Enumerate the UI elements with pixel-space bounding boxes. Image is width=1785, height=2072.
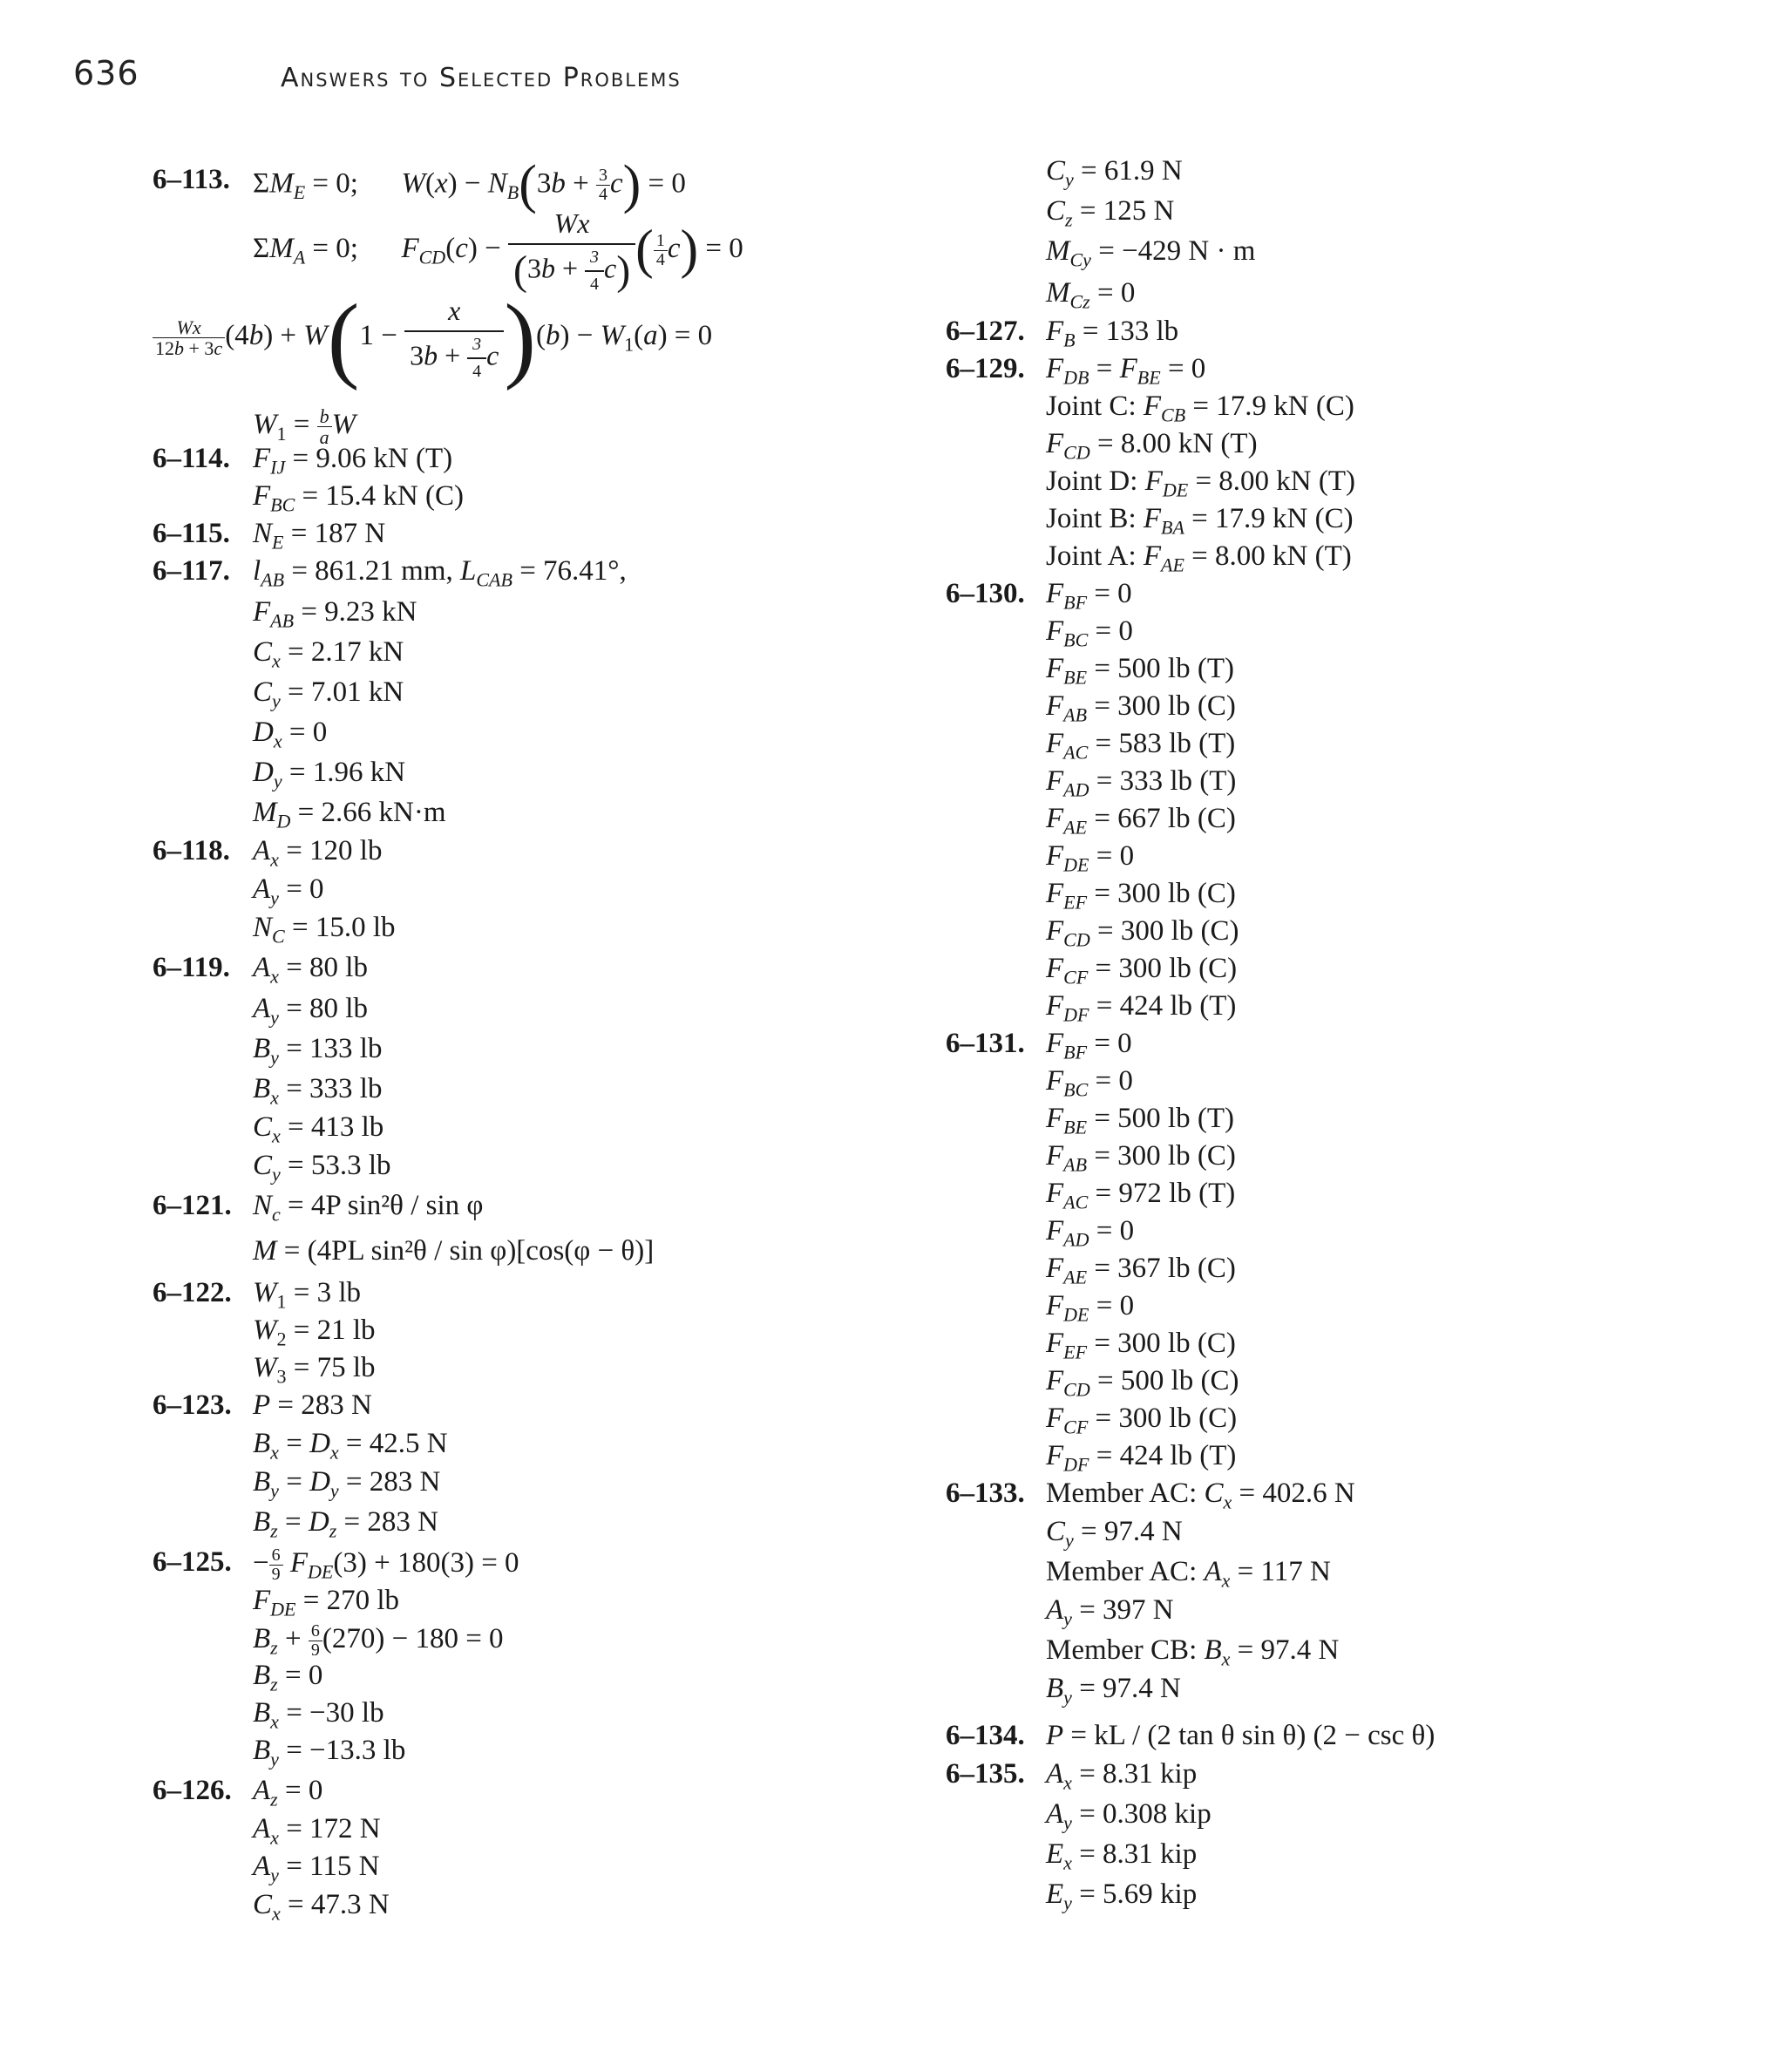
answer-line-6-133-5: Member CB: $B_x = 97.4$ N xyxy=(1046,1634,1340,1670)
answer-line-6-130-11: $F_{CF} = 300$ lb (C) xyxy=(1046,953,1238,988)
answer-line-6-131-3: $F_{BE} = 500$ lb (T) xyxy=(1046,1103,1234,1138)
answer-line-6-119-6: $C_y = 53.3$ lb xyxy=(253,1150,391,1185)
answer-line-6-118-2: $A_y = 0$ xyxy=(253,873,324,909)
answer-line-6-131-11: $F_{CF} = 300$ lb (C) xyxy=(1046,1403,1238,1438)
answer-line-6-131-2: $F_{BC} = 0$ xyxy=(1046,1065,1133,1101)
answer-line-6-131-12: $F_{DF} = 424$ lb (T) xyxy=(1046,1440,1237,1476)
answer-line-6-123-2: $B_x = D_x = 42.5$ N xyxy=(253,1428,448,1464)
answer-line-6-130-12: $F_{DF} = 424$ lb (T) xyxy=(1046,990,1237,1026)
answer-line-6-123-4: $B_z = D_z = 283$ N xyxy=(253,1506,438,1542)
answer-line-6-135-1: $A_x = 8.31$ kip xyxy=(1046,1758,1198,1794)
answer-line-6-135-3: $E_x = 8.31$ kip xyxy=(1046,1838,1198,1874)
answer-line-6-133-2: $C_y = 97.4$ N xyxy=(1046,1516,1183,1552)
answer-line-6-126-4: $C_x = 47.3$ N xyxy=(253,1889,390,1925)
answer-line-6-130-3: $F_{BE} = 500$ lb (T) xyxy=(1046,653,1234,689)
answer-line-6-131-1: $F_{BF} = 0$ xyxy=(1046,1028,1132,1063)
answer-line-6-133-1: Member AC: $C_x = 402.6$ N xyxy=(1046,1478,1355,1513)
problem-number-6-129: 6–129. xyxy=(946,353,1025,384)
answer-line-6-135-4: $E_y = 5.69$ kip xyxy=(1046,1878,1198,1914)
answer-line-6-131-10: $F_{CD} = 500$ lb (C) xyxy=(1046,1365,1239,1401)
problem-number-6-113: 6–113. xyxy=(153,164,230,195)
answer-line-6-117-6: $D_y = 1.96$ kN xyxy=(253,757,406,792)
answer-line-6-117-5: $D_x = 0$ xyxy=(253,717,328,752)
answer-line-6-131-7: $F_{AE} = 367$ lb (C) xyxy=(1046,1253,1236,1288)
answer-line-6-126-3: $A_y = 115$ N xyxy=(253,1851,380,1886)
answer-line-6-130-8: $F_{DE} = 0$ xyxy=(1046,840,1135,876)
answer-line-6-134-1: P = kL / (2 tan θ sin θ) (2 − csc θ) xyxy=(1046,1720,1435,1751)
answer-line-6-126-2: $A_x = 172$ N xyxy=(253,1813,381,1849)
answer-line-6-131-4: $F_{AB} = 300$ lb (C) xyxy=(1046,1140,1236,1176)
answer-line-6-130-9: $F_{EF} = 300$ lb (C) xyxy=(1046,878,1236,914)
answer-line-6-118-1: $A_x = 120$ lb xyxy=(253,835,383,871)
answer-line-6-122-3: $W_3 = 75$ lb xyxy=(253,1352,376,1388)
answer-line-6-117-1: $l_{AB} = 861.21$ mm, $L_{CAB} = 76.41^\circ$, xyxy=(253,555,627,591)
answer-line-6-117-4: $C_y = 7.01$ kN xyxy=(253,676,404,712)
answer-line-6-119-1: $A_x = 80$ lb xyxy=(253,952,368,988)
answer-line-6-129-1: $F_{DB} = F_{BE} = 0$ xyxy=(1046,353,1206,389)
answer-line-6-122-1: $W_1 = 3$ lb xyxy=(253,1277,362,1313)
answer-line-6-126-cont-3: $M_{Cy} = -429$ N · m xyxy=(1046,235,1256,271)
answer-line-6-125-3: $B_z$ + $\frac{6}{9}$ (270) − 180 = 0 xyxy=(253,1621,504,1660)
answer-line-6-130-1: $F_{BF} = 0$ xyxy=(1046,578,1132,614)
answer-line-6-130-4: $F_{AB} = 300$ lb (C) xyxy=(1046,690,1236,726)
answer-line-6-125-6: $B_y = -13.3$ lb xyxy=(253,1735,406,1770)
answer-line-6-129-6: Joint A: $F_{AE} = 8.00$ kN (T) xyxy=(1046,540,1352,576)
answer-line-6-117-2: $F_{AB} = 9.23$ kN xyxy=(253,596,417,632)
answer-line-6-127-1: $F_B = 133$ lb xyxy=(1046,316,1179,351)
answer-line-6-126-cont-2: $C_z = 125$ N xyxy=(1046,195,1175,231)
answer-line-6-117-3: $C_x = 2.17$ kN xyxy=(253,636,404,672)
problem-number-6-117: 6–117. xyxy=(153,555,230,587)
answer-line-6-129-2: Joint C: $F_{CB} = 17.9$ kN (C) xyxy=(1046,391,1354,426)
problem-number-6-130: 6–130. xyxy=(946,578,1025,609)
answer-line-6-129-5: Joint B: $F_{BA} = 17.9$ kN (C) xyxy=(1046,503,1354,539)
eq-6-113-3: $\frac{Wx}{12b + 3c}$ (4b) + W(1 − x 3b + $\frac{3}{4}$ c )$(b) - W_1(a) = 0$ xyxy=(153,295,712,381)
answer-line-6-133-3: Member AC: $A_x = 117$ N xyxy=(1046,1556,1331,1592)
answer-line-6-123-3: $B_y = D_y = 283$ N xyxy=(253,1466,441,1502)
answer-line-6-114-2: $F_{BC} = 15.4$ kN (C) xyxy=(253,480,464,516)
answer-line-6-131-6: $F_{AD} = 0$ xyxy=(1046,1215,1135,1251)
answer-line-6-125-4: $B_z = 0$ xyxy=(253,1660,323,1695)
answer-line-6-119-5: $C_x = 413$ lb xyxy=(253,1111,384,1147)
running-title: Answers to Selected Problems xyxy=(281,63,682,93)
answer-line-6-130-10: $F_{CD} = 300$ lb (C) xyxy=(1046,915,1239,951)
answer-line-6-135-2: $A_y = 0.308$ kip xyxy=(1046,1798,1211,1834)
problem-number-6-122: 6–122. xyxy=(153,1277,232,1308)
answer-line-6-130-5: $F_{AC} = 583$ lb (T) xyxy=(1046,728,1236,764)
eq-6-113-4: $W_1$ = $\frac{b}{a}$ W xyxy=(253,405,356,449)
answer-line-6-121-2: M = (4PL sin²θ / sin φ)[cos(φ − θ)] xyxy=(253,1235,655,1267)
problem-number-6-135: 6–135. xyxy=(946,1758,1025,1790)
answer-line-6-126-cont-1: $C_y = 61.9$ N xyxy=(1046,155,1183,191)
answer-line-6-122-2: $W_2 = 21$ lb xyxy=(253,1315,376,1350)
answer-line-6-114-1: $F_{IJ} = 9.06$ kN (T) xyxy=(253,443,453,479)
problem-number-6-127: 6–127. xyxy=(946,316,1025,347)
answer-line-6-125-2: $F_{DE} = 270$ lb xyxy=(253,1585,400,1620)
problem-number-6-114: 6–114. xyxy=(153,443,230,474)
problem-number-6-115: 6–115. xyxy=(153,518,230,549)
answer-line-6-130-2: $F_{BC} = 0$ xyxy=(1046,615,1133,651)
answer-line-6-133-6: $B_y = 97.4$ N xyxy=(1046,1673,1181,1709)
answer-line-6-131-8: $F_{DE} = 0$ xyxy=(1046,1290,1135,1326)
answer-line-6-126-1: $A_z = 0$ xyxy=(253,1775,323,1810)
answer-line-6-117-7: $M_D = 2.66$ kN·m xyxy=(253,797,446,832)
problem-number-6-121: 6–121. xyxy=(153,1190,232,1221)
eq-6-113-1: $\Sigma M_E = 0$; $W(x) - N_B(3b$ + $\frac{3}{4}$ c) = 0 xyxy=(253,155,686,214)
answer-line-6-119-3: $B_y = 133$ lb xyxy=(253,1033,383,1069)
problem-number-6-126: 6–126. xyxy=(153,1775,232,1806)
answer-line-6-129-4: Joint D: $F_{DE} = 8.00$ kN (T) xyxy=(1046,465,1356,501)
problem-number-6-123: 6–123. xyxy=(153,1389,232,1421)
answer-line-6-115-1: $N_E = 187$ N xyxy=(253,518,386,554)
problem-number-6-134: 6–134. xyxy=(946,1720,1025,1751)
answer-line-6-121-1: $N_c = 4P$ sin²θ / sin φ xyxy=(253,1190,484,1226)
answer-line-6-130-6: $F_{AD} = 333$ lb (T) xyxy=(1046,765,1237,801)
answer-line-6-126-cont-4: $M_{Cz} = 0$ xyxy=(1046,277,1136,313)
eq-6-113-2: $\Sigma M_A = 0$; $F_{CD}(c)$ − Wx (3b + $\frac{3}{4}$ c) ( $\frac{1}{4}$ c) = 0 xyxy=(253,207,743,294)
answer-line-6-125-5: $B_x = -30$ lb xyxy=(253,1697,384,1733)
problem-number-6-131: 6–131. xyxy=(946,1028,1025,1059)
answer-line-6-125-1: − $\frac{6}{9}$ $F_{DE}(3) + 180(3) = 0$ xyxy=(253,1546,519,1584)
problem-number-6-119: 6–119. xyxy=(153,952,230,983)
answer-line-6-133-4: $A_y = 397$ N xyxy=(1046,1594,1174,1630)
answer-line-6-130-7: $F_{AE} = 667$ lb (C) xyxy=(1046,803,1236,839)
answer-line-6-131-9: $F_{EF} = 300$ lb (C) xyxy=(1046,1328,1236,1363)
answer-line-6-131-5: $F_{AC} = 972$ lb (T) xyxy=(1046,1178,1236,1213)
problem-number-6-133: 6–133. xyxy=(946,1478,1025,1509)
answer-line-6-118-3: $N_C = 15.0$ lb xyxy=(253,912,396,948)
page-number: 636 xyxy=(73,54,139,92)
answer-line-6-123-1: P = 283 N xyxy=(253,1389,372,1421)
problem-number-6-118: 6–118. xyxy=(153,835,230,866)
problem-number-6-125: 6–125. xyxy=(153,1546,232,1578)
answer-line-6-119-2: $A_y = 80$ lb xyxy=(253,993,368,1029)
answer-line-6-119-4: $B_x = 333$ lb xyxy=(253,1073,383,1109)
answer-line-6-129-3: $F_{CD} = 8.00$ kN (T) xyxy=(1046,428,1258,464)
